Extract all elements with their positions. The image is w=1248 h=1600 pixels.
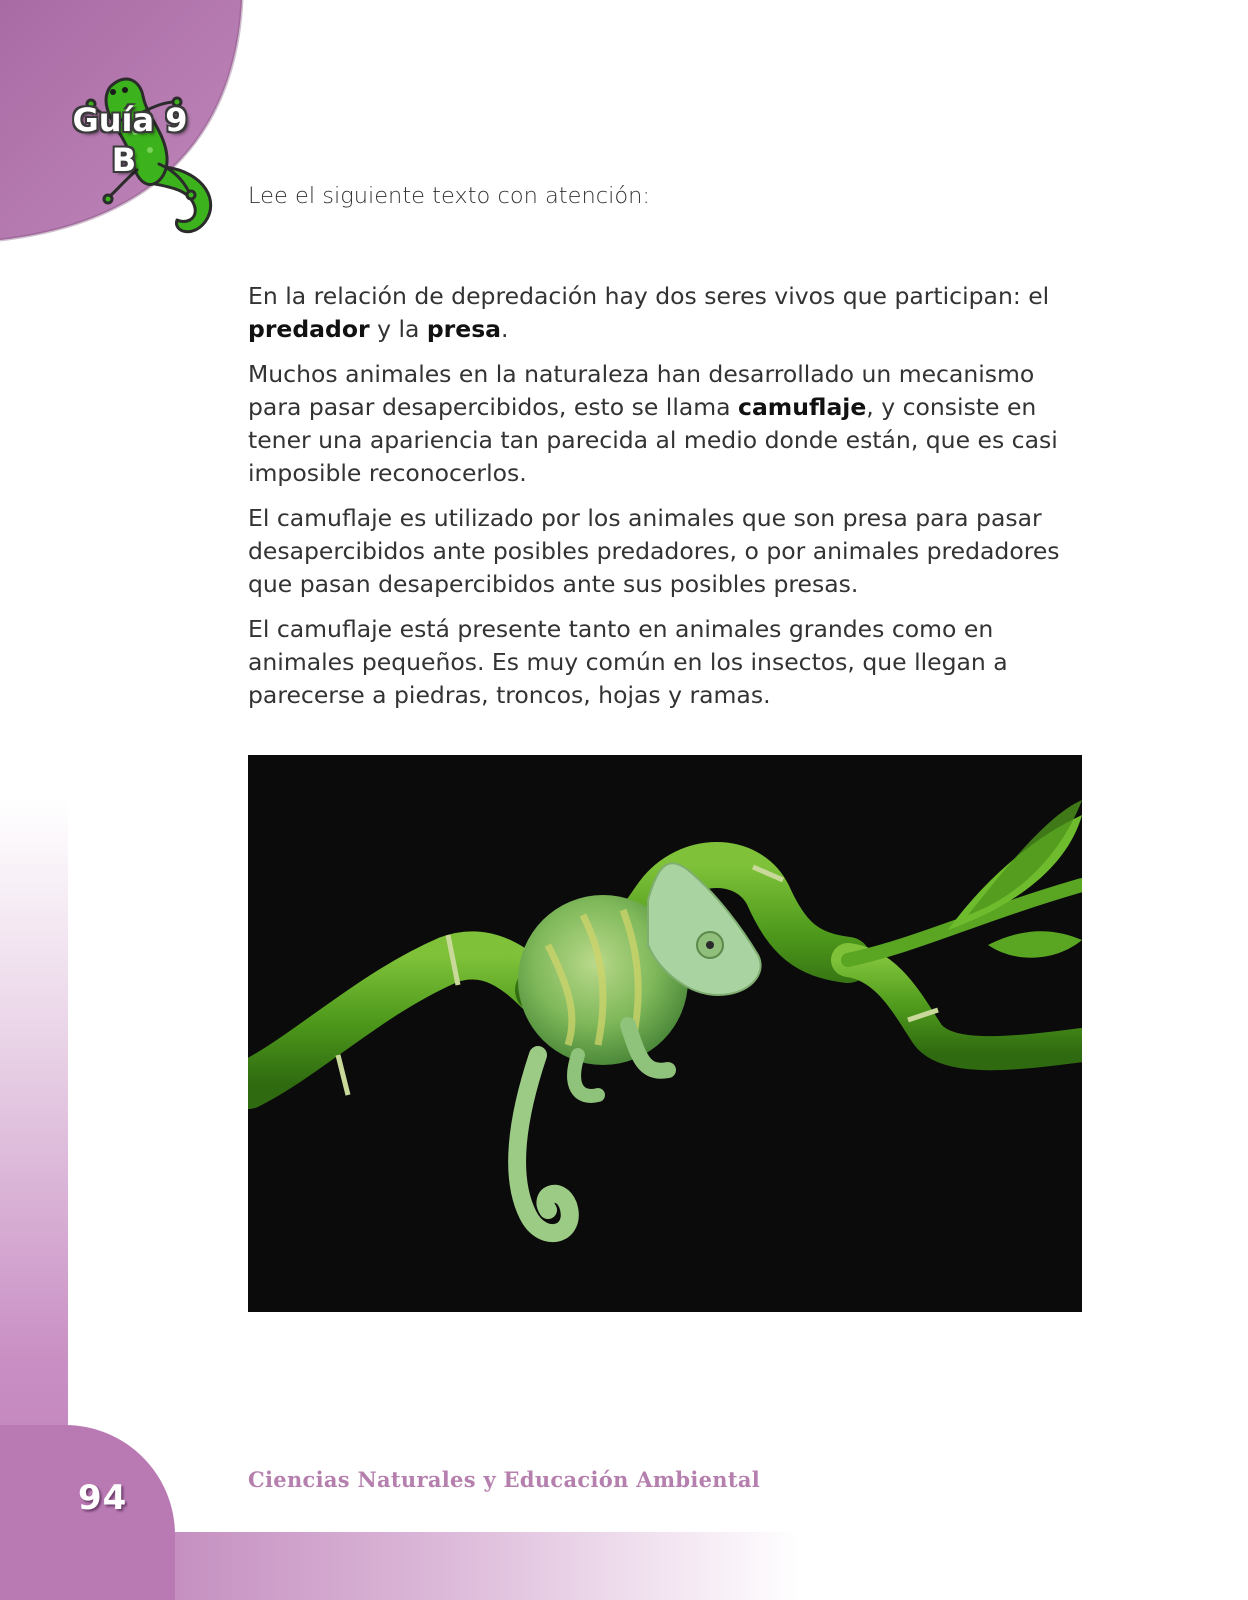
book-title: Ciencias Naturales y Educación Ambiental (248, 1467, 761, 1492)
guide-label (60, 100, 200, 180)
instruction-text: Lee el siguiente texto con atención: (248, 183, 650, 209)
paragraph-4: El camuflaje está presente tanto en animales grandes como en animales pequeños. Es muy común en los insectos, que llegan a parecerse a piedras, troncos, hojas y ramas. (248, 615, 1008, 709)
paragraph-2: Muchos animales en la naturaleza han desarrollado un mecanismo para pasar desapercibidos, esto se llama camuflaje, y consiste en tener una apariencia tan parecida al medio donde están, que es casi imposible reconocerlos. (248, 360, 1058, 487)
guide-section-letter: B (111, 141, 137, 179)
page-number: 94 (78, 1478, 128, 1518)
term-camuflaje: camuflaje (738, 393, 867, 421)
guide-number: Guía 9 (72, 101, 188, 139)
term-predador: predador (248, 315, 370, 343)
reading-text (248, 280, 1088, 724)
bottom-gradient-strip (160, 1532, 800, 1600)
term-presa: presa (426, 315, 502, 343)
chameleon-photo (248, 755, 1082, 1312)
paragraph-3: El camuflaje es utilizado por los animales que son presa para pasar desapercibidos ante posibles predadores, o por animales predadores que pasan desapercibidos ante sus posibles presas. (248, 504, 1060, 598)
paragraph-1: En la relación de depredación hay dos seres vivos que participan: el predador y la presa. (248, 282, 1050, 343)
